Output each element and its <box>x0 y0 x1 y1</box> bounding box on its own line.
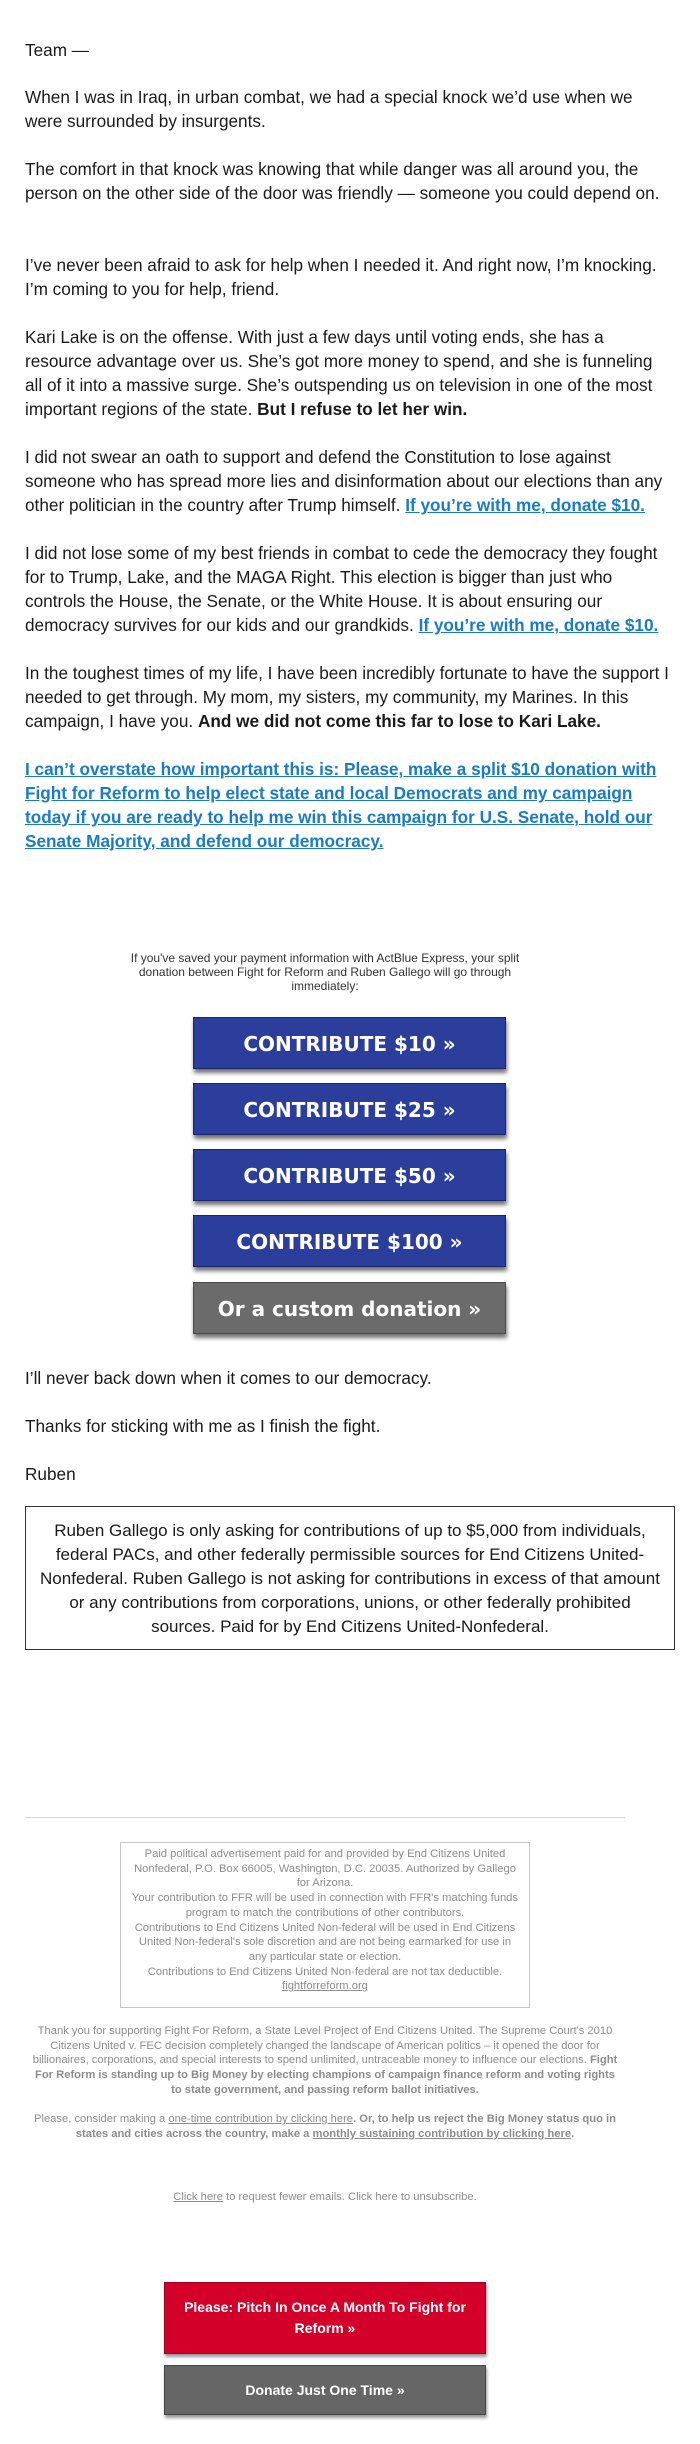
custom-donation-button[interactable]: Or a custom donation » <box>193 1282 506 1334</box>
fewer-emails-link[interactable]: Click here <box>173 2191 224 2203</box>
legal-matching: Your contribution to FFR will be used in connection with FFR's matching funds program to match the contributions of other contributors. <box>131 1892 518 1919</box>
donate-10-link-2[interactable]: If you’re with me, donate $10. <box>418 615 659 635</box>
actblue-express-note: If you've saved your payment information with ActBlue Express, your split donation between Fight for Reform and Ruben Gallego will go through immediately: <box>130 951 520 993</box>
split-donation-link[interactable]: I can’t overstate how important this is: Please, make a split $10 donation with Fight for Reform to help elect state and local Democrats and my campaign today if you are ready to help me win this campaign for U.S. Senate, hold our Senate Majority, and defend our democracy. <box>25 759 657 851</box>
legal-earmark: Contributions to End Citizens United Non-federal will be used in End Citizens United Non-federal's sole discretion and are not being earmarked for use in any particular state or election. <box>134 1921 516 1963</box>
site-link[interactable]: fightforreform.org <box>282 1980 368 1993</box>
contribution-disclaimer: Ruben Gallego is only asking for contributions of up to $5,000 from individuals, federal PACs, and other federally permissible sources for End Citizens United-Nonfederal. Ruben Gallego is not asking for contributions in excess of that amount or any contributions from corporations, unions, or other federally prohibited sources. Paid for by End Citizens United-Nonfederal. <box>25 1506 675 1650</box>
consider-pre: Please, consider making a <box>34 2113 169 2125</box>
p4-bold: But I refuse to let her win. <box>257 399 468 419</box>
footer-unsubscribe <box>30 2190 620 2205</box>
contribute-10-button[interactable]: CONTRIBUTE $10 » <box>193 1017 506 1069</box>
closing-democracy: I’ll never back down when it comes to our democracy. <box>25 1368 432 1388</box>
footer-divider <box>25 1817 625 1818</box>
paragraph-asking-help: I’ve never been afraid to ask for help when I needed it. And right now, I’m knocking. I’m coming to you for help, friend. <box>25 255 657 299</box>
fewer-emails-text: to request fewer emails. Click here to unsubscribe. <box>223 2191 477 2203</box>
contribute-25-button[interactable]: CONTRIBUTE $25 » <box>193 1083 506 1135</box>
legal-paid-for: Paid political advertisement paid for and provided by End Citizens United Nonfederal, P.O. Box 66005, Washington, D.C. 20035. Authorized by Gallego for Arizona. <box>134 1848 516 1890</box>
one-time-contribution-link[interactable]: one-time contribution by clicking here <box>168 2113 354 2125</box>
consider-end: . <box>571 2127 575 2140</box>
paragraph-knock: The comfort in that knock was knowing that while danger was all around you, the person on the other side of the door was friendly — someone you could depend on. <box>25 159 660 203</box>
donate-10-link-1[interactable]: If you’re with me, donate $10. <box>405 495 645 515</box>
footer-consider <box>30 2112 620 2141</box>
paragraph-oath <box>25 445 673 517</box>
contribute-50-button[interactable]: CONTRIBUTE $50 » <box>193 1149 506 1201</box>
monthly-contribution-link[interactable]: monthly sustaining contribution by clicking here <box>312 2127 572 2140</box>
monthly-donation-button[interactable]: Please: Pitch In Once A Month To Fight for Reform » <box>164 2282 486 2354</box>
paragraph-kari-lake <box>25 325 673 421</box>
footer-thanks <box>30 2024 620 2098</box>
p7-bold: And we did not come this far to lose to Kari Lake. <box>197 711 601 731</box>
signature: Ruben <box>25 1464 76 1484</box>
legal-box <box>120 1842 530 2008</box>
closing-thanks: Thanks for sticking with me as I finish the fight. <box>25 1416 381 1436</box>
paragraph-iraq: When I was in Iraq, in urban combat, we had a special knock we’d use when we were surrounded by insurgents. <box>25 87 633 131</box>
legal-tax: Contributions to End Citizens United Non-federal are not tax deductible. <box>147 1965 503 1978</box>
consider-mid: . Or, to help us reject the Big Money status quo in states and cities across the country, make a <box>75 2113 616 2140</box>
p6-text: I did not lose some of my best friends in combat to cede the democracy they fought for to Trump, Lake, and the MAGA Right. This election is bigger than just who controls the House, the Senate, or the White House. It is about ensuring our democracy survives for our kids and our grandkids. <box>25 543 658 635</box>
paragraph-support <box>25 661 673 733</box>
p4-text: Kari Lake is on the offense. With just a few days until voting ends, she has a resource advantage over us. She’s got more money to spend, and she is funneling all of it into a massive surge. She’s outspending us on television in one of the most important regions of the state. <box>25 327 653 419</box>
one-time-donation-button[interactable]: Donate Just One Time » <box>164 2365 486 2415</box>
p5-text: I did not swear an oath to support and defend the Constitution to lose against someone who has spread more lies and disinformation about our elections than any other politician in the country after Trump himself. <box>25 447 663 515</box>
contribute-100-button[interactable]: CONTRIBUTE $100 » <box>193 1215 506 1267</box>
p7-text: In the toughest times of my life, I have been incredibly fortunate to have the support I needed to get through. My mom, my sisters, my community, my Marines. In this campaign, I have you. <box>25 663 669 731</box>
greeting: Team — <box>25 40 89 60</box>
paragraph-friends <box>25 541 673 637</box>
footer-thanks-text: Thank you for supporting Fight For Reform, a State Level Project of End Citizens United. The Supreme Court's 2010 Citizens United v. FEC decision completely changed the landscape of American politics – it opened the door for billionaires, corporations, and special interests to spend unlimited, untraceable money to influence our elections. <box>32 2025 613 2067</box>
footer-thanks-bold: Fight For Reform is standing up to Big Money by electing champions of campaign finance reform and voting rights to state government, and passing reform ballot initiatives. <box>35 2054 618 2096</box>
